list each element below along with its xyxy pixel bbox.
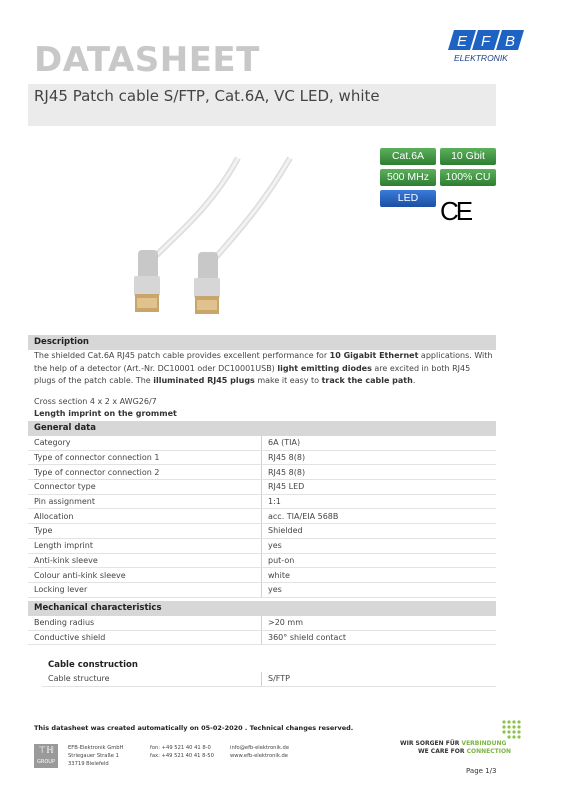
- table-cell-value: 1:1: [262, 494, 497, 509]
- table-cell-label: Anti-kink sleeve: [28, 553, 262, 568]
- cross-section-text: Cross section 4 x 2 x AWG26/7: [34, 397, 157, 406]
- table-cell-value: 6A (TIA): [262, 436, 497, 450]
- footer-address: EFB-Elektronik GmbH Striegauer Straße 1 33719 Bielefeld: [68, 745, 124, 767]
- ce-mark-icon: CE: [440, 196, 471, 226]
- table-cell-label: Type of connector connection 1: [28, 450, 262, 465]
- table-cell-label: Colour anti-kink sleeve: [28, 568, 262, 583]
- table-row: [28, 524, 496, 539]
- table-row: [28, 480, 496, 495]
- footer-phone: fon: +49 521 40 41 8-0 fax: +49 521 40 41 8-50: [150, 745, 214, 759]
- section-general-heading: General data: [28, 421, 496, 436]
- table-cell-value: 360° shield contact: [262, 630, 497, 645]
- footer-web: info@efb-elektronik.de www.efb-elektronik.de: [230, 745, 290, 759]
- logo-subtitle: ELEKTRONIK: [454, 53, 508, 63]
- table-cell-value: put-on: [262, 553, 497, 568]
- logo-letter-e: E: [457, 33, 468, 50]
- table-row: [28, 436, 496, 450]
- product-title: RJ45 Patch cable S/FTP, Cat.6A, VC LED, white: [34, 87, 380, 105]
- patch-cable-image: [100, 150, 320, 325]
- page-title: DATASHEET: [34, 40, 260, 80]
- table-cell-value: yes: [262, 582, 497, 597]
- badge-led: LED: [380, 190, 436, 207]
- table-row: [28, 509, 496, 524]
- table-cell-label: Allocation: [28, 509, 262, 524]
- table-cell-label: Pin assignment: [28, 494, 262, 509]
- table-cell-label: Type: [28, 524, 262, 539]
- badge-cat6a: Cat.6A: [380, 148, 436, 165]
- table-row: [28, 494, 496, 509]
- description-text: The shielded Cat.6A RJ45 patch cable provides excellent performance for 10 Gigabit Ethernet applications. With the help of a detector (Art.-Nr. DC10001 oder DC10001USB) light emitting diodes are excited in both RJ45 plugs of the patch cable. The illuminated RJ45 plugs make it easy to track the cable path.: [34, 351, 493, 385]
- table-cell-value: >20 mm: [262, 616, 497, 630]
- table-row: [28, 450, 496, 465]
- section-description-heading: Description: [28, 335, 496, 350]
- table-row: [28, 630, 496, 645]
- table-row: [28, 568, 496, 583]
- table-row: [42, 672, 496, 686]
- general-data-table: [28, 436, 496, 598]
- table-cell-label: Cable structure: [42, 672, 262, 686]
- badge-500mhz: 500 MHz: [380, 169, 436, 186]
- efb-logo: [440, 26, 530, 74]
- table-cell-value: RJ45 8(8): [262, 450, 497, 465]
- table-cell-label: Type of connector connection 2: [28, 465, 262, 480]
- table-cell-label: Length imprint: [28, 538, 262, 553]
- table-cell-label: Category: [28, 436, 262, 450]
- table-cell-value: acc. TIA/EIA 568B: [262, 509, 497, 524]
- table-cell-value: yes: [262, 538, 497, 553]
- badge-10gbit: 10 Gbit: [440, 148, 496, 165]
- table-cell-label: Connector type: [28, 480, 262, 495]
- table-cell-value: Shielded: [262, 524, 497, 539]
- construction-table: [42, 672, 496, 687]
- table-row: [28, 538, 496, 553]
- logo-letter-b: B: [505, 33, 516, 50]
- table-cell-value: RJ45 8(8): [262, 465, 497, 480]
- table-cell-value: RJ45 LED: [262, 480, 497, 495]
- slogan: WIR SORGEN FÜR VERBINDUNG WE CARE FOR CONNECTION: [400, 740, 512, 755]
- table-cell-label: Locking lever: [28, 582, 262, 597]
- table-row: [28, 616, 496, 630]
- page-number: Page 1/3: [466, 767, 497, 775]
- dots-logo-icon: [500, 718, 524, 742]
- group-logo: ⊤ℍ GROUP: [34, 744, 58, 768]
- section-mechanical-heading: Mechanical characteristics: [28, 601, 496, 616]
- table-row: [28, 582, 496, 597]
- badge-100cu: 100% CU: [440, 169, 496, 186]
- table-cell-value: white: [262, 568, 497, 583]
- footer-note: This datasheet was created automatically on 05-02-2020 . Technical changes reserved.: [34, 724, 354, 732]
- table-cell-label: Conductive shield: [28, 630, 262, 645]
- logo-letter-f: F: [481, 33, 491, 50]
- section-construction-heading: Cable construction: [48, 660, 138, 670]
- table-cell-value: S/FTP: [262, 672, 497, 686]
- table-cell-label: Bending radius: [28, 616, 262, 630]
- table-row: [28, 465, 496, 480]
- length-imprint-text: Length imprint on the grommet: [34, 409, 177, 418]
- table-row: [28, 553, 496, 568]
- mechanical-table: [28, 616, 496, 645]
